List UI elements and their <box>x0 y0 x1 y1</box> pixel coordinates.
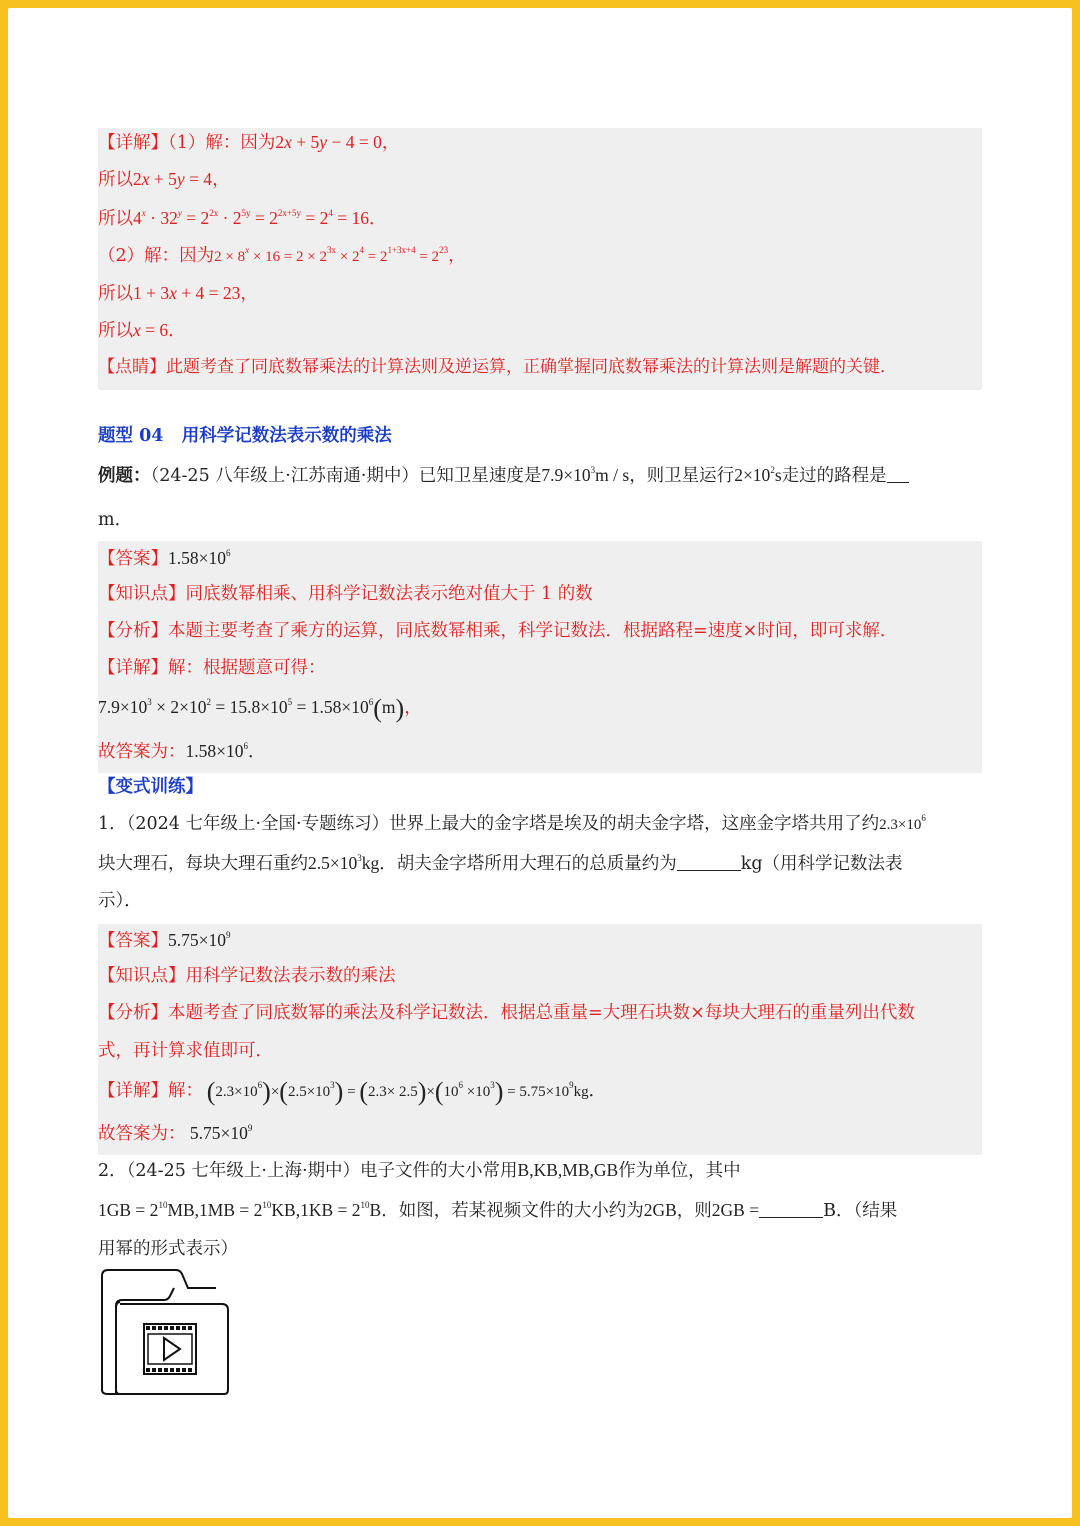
worksheet-page <box>8 8 1072 1518</box>
q1-knowledge: 【知识点】用科学记数法表示数的乘法 <box>98 966 396 986</box>
solution-line-6: 所以x = 6． <box>98 320 186 341</box>
q1-final: 故答案为： $5.75\times 10^9$ <box>98 1123 253 1144</box>
example-equation: $7.9\times 10^3 \times 2\times 10^2 = 15.8\times 10^5 = 1.58\times 10^6(m)$， <box>98 694 422 723</box>
solution-line-3: 所以$4^x \cdot 32^y = 2^{2x} \cdot 2^{5y} = 2^{2x+5y} = 2^4 = 16$． <box>98 208 387 229</box>
q2-line-3: 用幂的形式表示） <box>98 1239 238 1259</box>
example-line-1: 例题：（24-25 八年级上·江苏南通·期中）已知卫星速度是$7.9\times 10^3m / s$，则卫星运行$2\times 10^2s$走过的路程是 <box>98 463 982 488</box>
key-point-line: 【点睛】此题考查了同底数幂乘法的计算法则及逆运算，正确掌握同底数幂乘法的计算法则是解题的关键． <box>98 357 897 377</box>
q1-answer: 【答案】$5.75\times 10^9$ <box>98 930 231 951</box>
example-final: 故答案为：$1.58\times 10^6$． <box>98 741 266 762</box>
variant-heading: 【变式训练】 <box>98 777 203 797</box>
q1-detail: 【详解】解： $(2.3\times 10^6)\times(2.5\times 10^3) = (2.3\times 2.5)\times(10^6 \times 10^3) = 5.75\times 10^9kg$． <box>98 1077 607 1106</box>
q2-line-1: 2．（24-25 七年级上·上海·期中）电子文件的大小常用B,KB,MB,GB作为单位，其中 <box>98 1160 741 1181</box>
solution-line-2: 所以2x + 5y = 4， <box>98 169 230 190</box>
example-answer: 【答案】$1.58\times 10^6$ <box>98 548 231 569</box>
q2-line-2: $1GB = 2^{10}MB,1MB = 2^{10}KB,1KB = 2^{10}B$．如图，若某视频文件的大小约为2GB，则2GB = B．（结果 <box>98 1200 898 1221</box>
example-analysis: 【分析】本题主要考查了乘方的运算，同底数幂相乘，科学记数法．根据路程=速度×时间，即可求解． <box>98 621 898 641</box>
q1-analysis-2: 式，再计算求值即可． <box>98 1041 273 1061</box>
section-heading: 题型 04 用科学记数法表示数的乘法 <box>98 426 392 446</box>
q1-line-1: 1．（2024 七年级上·全国·专题练习）世界上最大的金字塔是埃及的胡夫金字塔，这座金字塔共用了约$2.3\times 10^6$ <box>98 813 926 834</box>
q1-analysis-1: 【分析】本题考查了同底数幂的乘法及科学记数法．根据总重量=大理石块数×每块大理石的重量列出代数 <box>98 1003 915 1023</box>
solution-line-4: （2）解：因为$2 \times 8^x \times 16 = 2 \times 2^{3x} \times 2^4 = 2^{1+3x+4} = 2^{23}$， <box>98 245 466 266</box>
solution-line-5: 所以1 + 3x + 4 = 23， <box>98 283 258 304</box>
q1-line-3: 示）． <box>98 891 142 911</box>
example-knowledge: 【知识点】同底数幂相乘、用科学记数法表示绝对值大于 1 的数 <box>98 584 593 604</box>
video-folder-icon <box>98 1266 238 1400</box>
solution-line-1: 【详解】（1）解：因为2x + 5y − 4 = 0， <box>98 132 400 153</box>
q1-line-2: 块大理石，每块大理石重约$2.5\times 10^3kg$．胡夫金字塔所用大理石的总质量约为 kg（用科学记数法表 <box>98 853 903 874</box>
example-line-2: m． <box>98 510 133 530</box>
example-detail: 【详解】解：根据题意可得： <box>98 658 326 678</box>
